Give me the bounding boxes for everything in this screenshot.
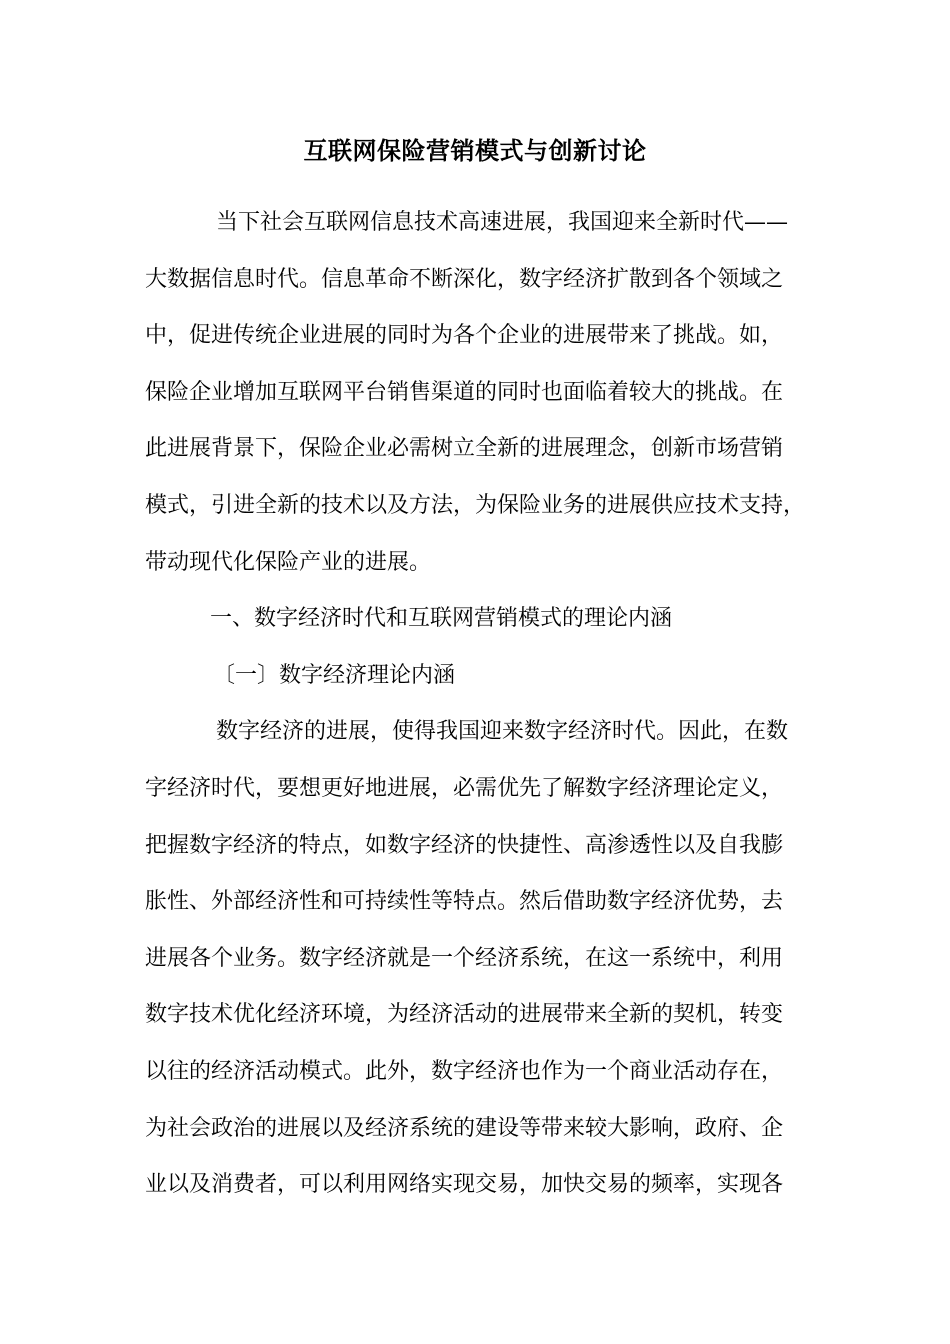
section-heading: 一、数字经济时代和互联网营销模式的理论内涵: [210, 606, 673, 632]
paragraph-line: 业以及消费者，可以利用网络实现交易，加快交易的频率，实现各: [145, 1172, 784, 1198]
paragraph-line: 带动现代化保险产业的进展。: [145, 549, 432, 575]
paragraph-line: 数字经济的进展，使得我国迎来数字经济时代。因此，在数: [216, 719, 789, 745]
paragraph-line: 以往的经济活动模式。此外，数字经济也作为一个商业活动存在，: [145, 1058, 784, 1084]
document-title: 互联网保险营销模式与创新讨论: [303, 136, 647, 165]
subsection-heading: 〔一〕数字经济理论内涵: [213, 662, 456, 688]
paragraph-line: 胀性、外部经济性和可持续性等特点。然后借助数字经济优势，去: [145, 889, 784, 915]
document-body: [145, 203, 825, 1222]
paragraph-line: 数字技术优化经济环境，为经济活动的进展带来全新的契机，转变: [145, 1002, 784, 1028]
paragraph-line: 大数据信息时代。信息革命不断深化，数字经济扩散到各个领域之: [145, 266, 784, 292]
paragraph-line: 此进展背景下，保险企业必需树立全新的进展理念，创新市场营销: [145, 436, 784, 462]
paragraph-line: 当下社会互联网信息技术高速进展，我国迎来全新时代——: [216, 210, 789, 235]
paragraph-line: 为社会政治的进展以及经济系统的建设等带来较大影响，政府、企: [145, 1115, 784, 1141]
paragraph-line: 进展各个业务。数字经济就是一个经济系统，在这一系统中，利用: [145, 945, 784, 971]
paragraph-line: 中，促进传统企业进展的同时为各个企业的进展带来了挑战。如，: [145, 323, 784, 349]
paragraph-line: 模式，引进全新的技术以及方法，为保险业务的进展供应技术支持，: [145, 492, 806, 518]
paragraph-line: 字经济时代，要想更好地进展，必需优先了解数字经济理论定义，: [145, 775, 784, 801]
paragraph-line: 保险企业增加互联网平台销售渠道的同时也面临着较大的挑战。在: [145, 379, 784, 405]
paragraph-line: 把握数字经济的特点，如数字经济的快捷性、高渗透性以及自我膨: [145, 832, 784, 858]
